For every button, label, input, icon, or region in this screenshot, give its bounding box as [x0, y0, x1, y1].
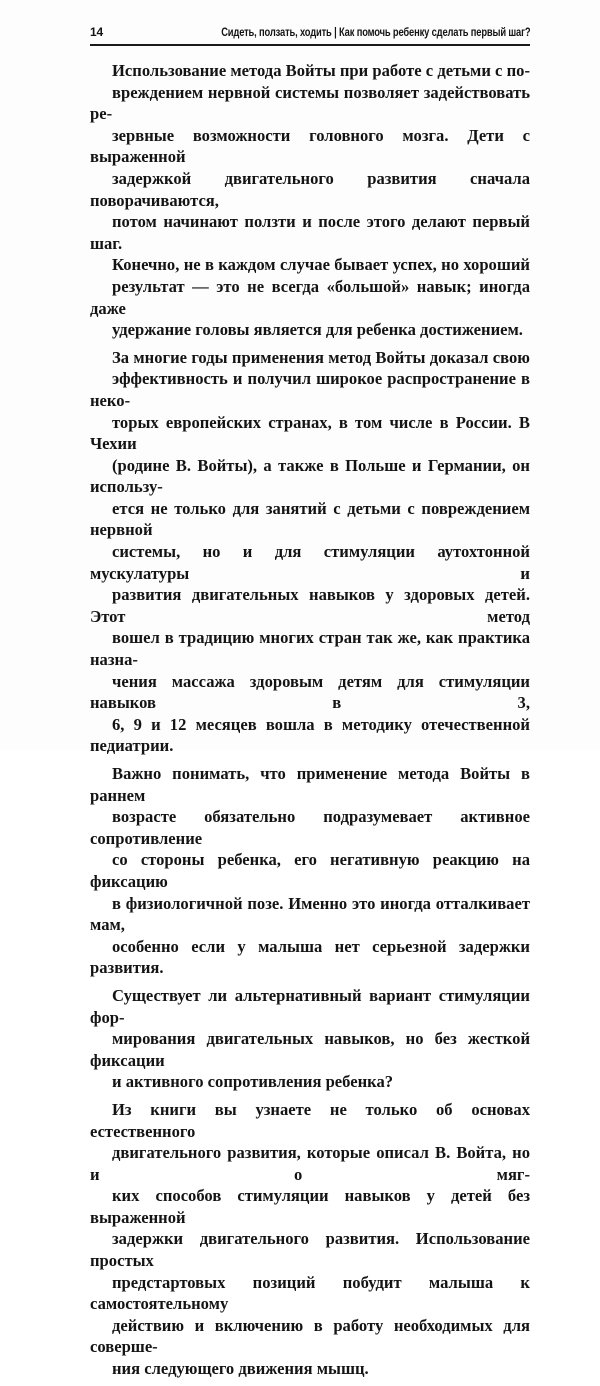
text-line: задержкой двигательного развития сначала поворачиваются,	[90, 168, 530, 210]
text-line: со стороны ребенка, его негативную реакцию на фиксацию	[90, 850, 530, 891]
paragraph	[90, 60, 530, 341]
text-line: двигательного развития, которые описал В. Войта, но и о мяг-	[90, 1143, 530, 1184]
paragraph	[90, 1099, 530, 1380]
text-line: мирования двигательных навыков, но без жесткой фиксации	[90, 1029, 530, 1070]
text-line: в физиологичной позе. Именно это иногда отталкивает мам,	[90, 893, 530, 935]
text-line: особенно если у малыша нет серьезной задержки развития.	[90, 936, 530, 978]
page-number: 14	[90, 25, 103, 39]
text-line: вошел в традицию многих стран так же, как практика назна-	[90, 628, 530, 670]
paragraph	[90, 763, 530, 979]
text-line: Важно понимать, что применение метода Войты в раннем	[90, 764, 530, 805]
running-header-title: Сидеть, ползать, ходить | Как помочь ребенку сделать первый шаг?	[220, 25, 530, 39]
text-line: ется не только для занятий с детьми с повреждением нервной	[90, 498, 530, 540]
text-line: и активного сопротивления ребенка?	[112, 1072, 394, 1092]
text-line: (родине В. Войты), а также в Польше и Германии, он использу-	[90, 455, 530, 497]
text-line: потом начинают ползти и после этого делают первый шаг.	[90, 212, 530, 253]
paragraph	[90, 985, 530, 1093]
paragraph	[90, 347, 530, 757]
text-line: задержки двигательного развития. Использование простых	[90, 1229, 530, 1271]
text-line: ния следующего движения мышц.	[112, 1359, 369, 1379]
text-line: чения массажа здоровым детям для стимуляции навыков в 3,	[90, 671, 530, 713]
running-header	[90, 22, 530, 46]
text-line: эффективность и получил широкое распространение в неко-	[90, 369, 530, 410]
text-line: вреждением нервной системы позволяет задействовать ре-	[90, 82, 530, 124]
body-text	[90, 60, 530, 1386]
text-line: ких способов стимуляции навыков у детей без выраженной	[90, 1186, 530, 1227]
text-line: системы, но и для стимуляции аутохтонной мускулатуры и	[90, 542, 530, 583]
text-line: возрасте обязательно подразумевает активное сопротивление	[90, 807, 530, 848]
text-line: предстартовых позиций побудит малыша к самостоятельному	[90, 1272, 530, 1314]
text-line: результат — это не всегда «большой» навык; иногда даже	[90, 276, 530, 318]
text-line: действию и включению в работу необходимых для соверше-	[90, 1315, 530, 1357]
text-line: Существует ли альтернативный вариант стимуляции фор-	[90, 985, 530, 1027]
text-line: торых европейских странах, в том числе в России. В Чехии	[90, 412, 530, 454]
text-line: зервные возможности головного мозга. Дети с выраженной	[90, 125, 530, 167]
text-line: развития двигательных навыков у здоровых детей. Этот метод	[90, 585, 530, 626]
text-line: Из книги вы узнаете не только об основах естественного	[90, 1099, 530, 1141]
text-line: 6, 9 и 12 месяцев вошла в методику отечественной педиатрии.	[90, 714, 530, 756]
text-line: удержание головы является для ребенка достижением.	[112, 320, 523, 340]
text-line: Конечно, не в каждом случае бывает успех, но хороший	[112, 255, 530, 275]
text-line: За многие годы применения метод Войты доказал свою	[112, 347, 530, 367]
text-line: Использование метода Войты при работе с детьми с по-	[112, 61, 530, 80]
